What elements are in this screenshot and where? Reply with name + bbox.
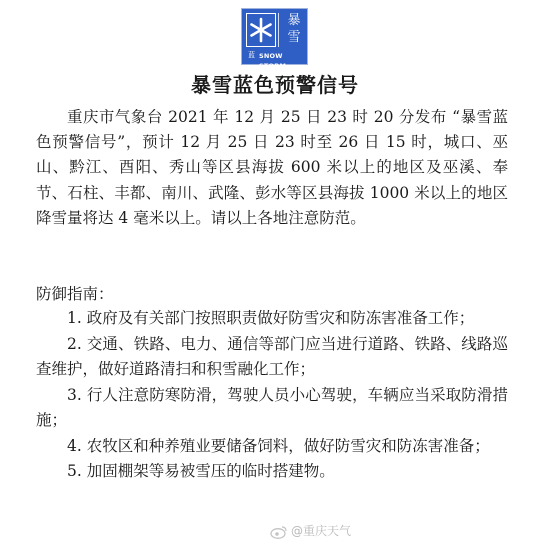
guide-item: 3. 行人注意防寒防滑，驾驶人员小心驾驶，车辆应当采取防滑措施； — [36, 385, 508, 429]
snow-storm-warning-badge — [241, 8, 308, 70]
badge-char: 暴 — [287, 13, 301, 28]
guide-heading: 防御指南： — [36, 285, 114, 303]
watermark-text: @重庆天气 — [291, 524, 352, 538]
badge-divider — [278, 13, 279, 47]
page-title: 暴雪蓝色预警信号 — [191, 73, 359, 97]
snowflake-icon-frame — [246, 13, 276, 47]
announcement-paragraph: 重庆市气象台 2021 年 12 月 25 日 23 时 20 分发布 “暴雪蓝色预警信号”，预计 12 月 25 日 23 时至 26 日 15 时，城口、巫山、黔江、酉阳、秀山等区县海拔 600 米以上的地区及巫溪、奉节、石柱、丰都、南川、武隆、彭水等区县海拔 1000 米以上的地区降雪量将达 4 毫米以上。请以上各地注意防范。 — [36, 108, 508, 227]
badge-level-label: 蓝 — [248, 51, 255, 59]
weibo-watermark — [270, 521, 351, 541]
guide-item: 4. 农牧区和种养殖业要储备饲料，做好防雪灾和防冻害准备； — [67, 436, 490, 455]
badge-english-label: SNOW STORM — [259, 52, 287, 70]
guide-item: 2. 交通、铁路、电力、通信等部门应当进行道路、铁路、线路巡查维护，做好道路清扫和积雪融化工作； — [36, 334, 508, 378]
guide-list — [36, 304, 508, 485]
guide-item: 1. 政府及有关部门按照职责做好防雪灾和防冻害准备工作； — [67, 309, 475, 327]
badge-char: 雪 — [287, 30, 301, 45]
guide-item: 5. 加固棚架等易被雪压的临时搭建物。 — [67, 462, 335, 480]
weibo-logo-icon — [270, 525, 288, 539]
badge-chinese-label — [282, 12, 306, 46]
snowflake-icon — [247, 14, 275, 46]
